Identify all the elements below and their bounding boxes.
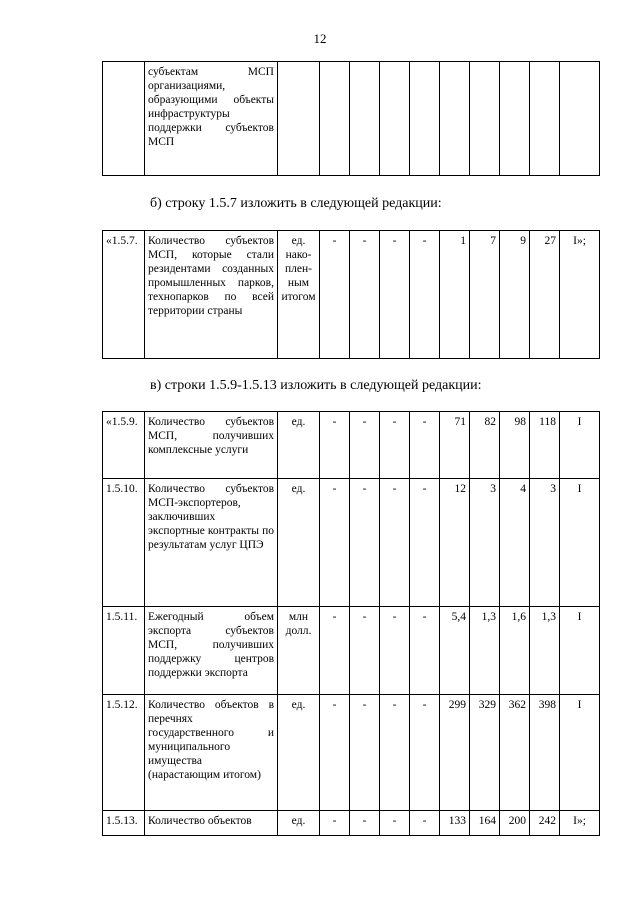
row-cell	[320, 62, 350, 176]
row-unit: ед.	[278, 412, 320, 479]
row-value: 27	[530, 231, 560, 359]
row-value: 242	[530, 811, 560, 836]
row-value: -	[380, 695, 410, 811]
row-value: 82	[470, 412, 500, 479]
row-value: -	[320, 231, 350, 359]
row-value: 1,3	[470, 607, 500, 695]
row-description: Количество субъектов МСП, которые стали резидентами созданных промышленных парков, технопарков по всей территории страны	[145, 231, 278, 359]
row-value: -	[380, 412, 410, 479]
row-value: 9	[500, 231, 530, 359]
page-number: 12	[313, 31, 327, 46]
table-continuation	[102, 61, 600, 176]
row-value: -	[320, 479, 350, 607]
table-row	[103, 607, 600, 695]
table-1-5-7	[102, 230, 600, 359]
row-value: -	[320, 607, 350, 695]
row-value: 1,3	[530, 607, 560, 695]
row-description: субъектам МСП организациями, образующими объекты инфраструктуры поддержки субъектов МСП	[145, 62, 278, 176]
row-value: -	[410, 231, 440, 359]
row-unit: ед.	[278, 479, 320, 607]
row-value: -	[320, 811, 350, 836]
row-value: 12	[440, 479, 470, 607]
row-unit: ед. нако-плен-ным итогом	[278, 231, 320, 359]
row-unit: ед.	[278, 811, 320, 836]
table-row	[103, 231, 600, 359]
row-cell	[530, 62, 560, 176]
row-level: I	[560, 695, 600, 811]
row-description: Ежегодный объем экспорта субъектов МСП, получивших поддержку центров поддержки экспорта	[145, 607, 278, 695]
row-level: I	[560, 412, 600, 479]
row-value: -	[320, 412, 350, 479]
table-1-5-9-to-1-5-13	[102, 411, 600, 836]
row-value: -	[410, 479, 440, 607]
row-value: -	[350, 479, 380, 607]
row-value: 1	[440, 231, 470, 359]
row-code: 1.5.11.	[103, 607, 145, 695]
row-code: 1.5.12.	[103, 695, 145, 811]
row-code: «1.5.7.	[103, 231, 145, 359]
row-code	[103, 62, 145, 176]
instruction-c: в) строки 1.5.9-1.5.13 изложить в следующей редакции:	[150, 378, 482, 393]
row-value: 98	[500, 412, 530, 479]
row-description: Количество объектов	[145, 811, 278, 836]
row-unit: млн долл.	[278, 607, 320, 695]
row-level: I»;	[560, 811, 600, 836]
row-cell	[350, 62, 380, 176]
row-code: 1.5.13.	[103, 811, 145, 836]
row-value: 329	[470, 695, 500, 811]
table-row	[103, 811, 600, 836]
row-value: -	[410, 811, 440, 836]
row-value: -	[320, 695, 350, 811]
row-value: -	[350, 695, 380, 811]
row-description: Количество субъектов МСП-экспортеров, заключивших экспортные контракты по результатам услуг ЦПЭ	[145, 479, 278, 607]
row-value: 3	[530, 479, 560, 607]
row-value: 1,6	[500, 607, 530, 695]
row-value: -	[410, 412, 440, 479]
table-row	[103, 695, 600, 811]
row-level: I	[560, 479, 600, 607]
row-value: 3	[470, 479, 500, 607]
table-row	[103, 479, 600, 607]
row-value: -	[350, 412, 380, 479]
row-value: 133	[440, 811, 470, 836]
row-value: 4	[500, 479, 530, 607]
row-value: 398	[530, 695, 560, 811]
row-level: I	[560, 607, 600, 695]
row-value: 71	[440, 412, 470, 479]
row-value: 5,4	[440, 607, 470, 695]
row-cell	[410, 62, 440, 176]
row-cell	[278, 62, 320, 176]
row-code: «1.5.9.	[103, 412, 145, 479]
row-value: -	[380, 231, 410, 359]
row-value: -	[410, 607, 440, 695]
row-cell	[440, 62, 470, 176]
row-description: Количество объектов в перечнях государственного и муниципального имущества (нарастающим итогом)	[145, 695, 278, 811]
row-value: 200	[500, 811, 530, 836]
row-value: 299	[440, 695, 470, 811]
row-cell	[380, 62, 410, 176]
row-value: -	[380, 811, 410, 836]
row-value: -	[350, 607, 380, 695]
row-level: I»;	[560, 231, 600, 359]
row-code: 1.5.10.	[103, 479, 145, 607]
table-row	[103, 412, 600, 479]
row-cell	[500, 62, 530, 176]
row-cell	[470, 62, 500, 176]
row-value: -	[350, 231, 380, 359]
row-value: -	[380, 607, 410, 695]
row-value: 7	[470, 231, 500, 359]
row-description: Количество субъектов МСП, получивших комплексные услуги	[145, 412, 278, 479]
row-value: -	[410, 695, 440, 811]
row-cell	[560, 62, 600, 176]
instruction-b: б) строку 1.5.7 изложить в следующей редакции:	[150, 196, 442, 211]
row-value: 118	[530, 412, 560, 479]
row-value: 362	[500, 695, 530, 811]
table-row	[103, 62, 600, 176]
row-unit: ед.	[278, 695, 320, 811]
row-value: -	[380, 479, 410, 607]
row-value: -	[350, 811, 380, 836]
row-value: 164	[470, 811, 500, 836]
